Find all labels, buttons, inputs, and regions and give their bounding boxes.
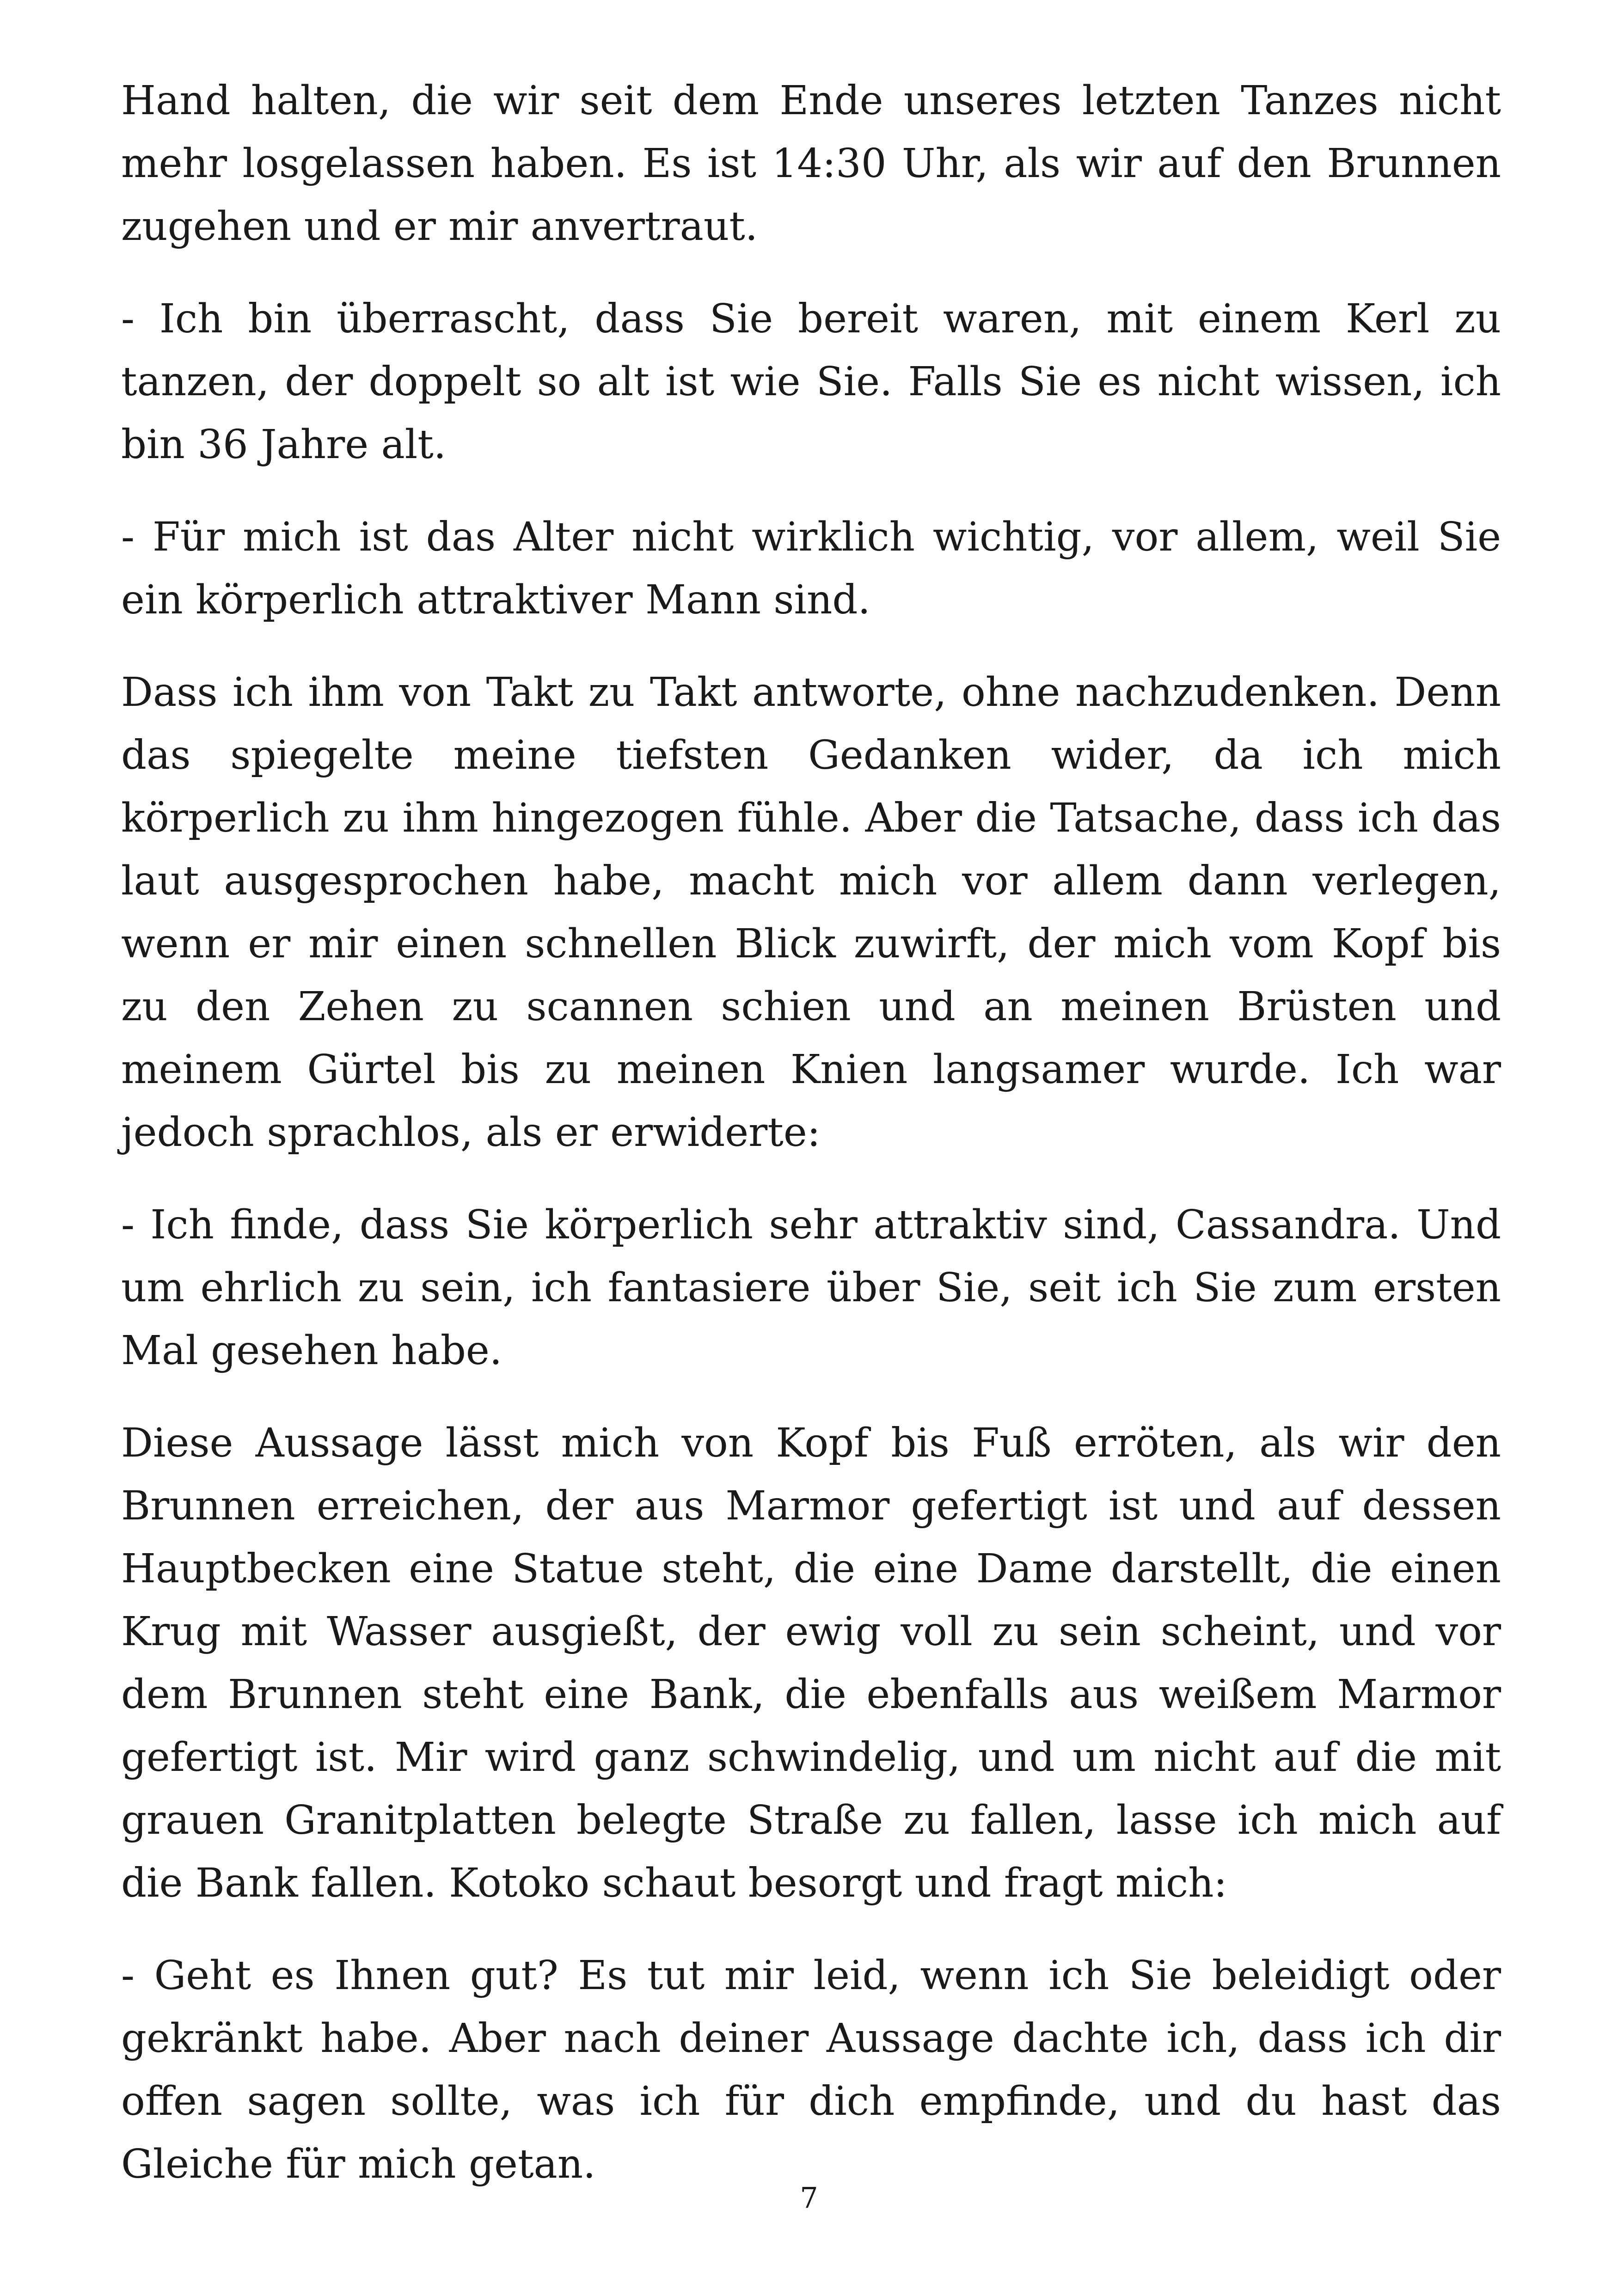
body-text — [121, 69, 1501, 2196]
paragraph-7: - Geht es Ihnen gut? Es tut mir leid, wenn ich Sie beleidigt oder gekränkt habe. Aber nach deiner Aussage dachte ich, dass ich dir offen sagen sollte, was ich für dich empfinde, und du hast das Gleiche für mich getan. — [121, 1953, 1501, 2187]
paragraph-4: Dass ich ihm von Takt zu Takt antworte, ohne nachzudenken. Denn das spiegelte meine tiefsten Gedanken wider, da ich mich körperlich zu ihm hingezogen fühle. Aber die Tatsache, dass ich das laut ausgesprochen habe, macht mich vor allem dann verlegen, wenn er mir einen schnellen Blick zuwirft, der mich vom Kopf bis zu den Zehen zu scannen schien und an meinen Brüsten und meinem Gürtel bis zu meinen Knien langsamer wurde. Ich war jedoch sprachlos, als er erwiderte: — [121, 669, 1501, 1156]
paragraph-5: - Ich finde, dass Sie körperlich sehr attraktiv sind, Cassandra. Und um ehrlich zu sein, ich fantasiere über Sie, seit ich Sie zum ersten Mal gesehen habe. — [121, 1202, 1501, 1374]
paragraph-1: Hand halten, die wir seit dem Ende unseres letzten Tanzes nicht mehr losgelassen haben. Es ist 14:30 Uhr, als wir auf den Brunnen zugehen und er mir anvertraut. — [121, 78, 1501, 250]
paragraph-6: Diese Aussage lässt mich von Kopf bis Fuß erröten, als wir den Brunnen erreichen, der aus Marmor gefertigt ist und auf dessen Hauptbecken eine Statue steht, die eine Dame darstellt, die einen Krug mit Wasser ausgießt, der ewig voll zu sein scheint, und vor dem Brunnen steht eine Bank, die ebenfalls aus weißem Marmor gefertigt ist. Mir wird ganz schwindelig, und um nicht auf die mit grauen Granitplatten belegte Straße zu fallen, lasse ich mich auf die Bank fallen. Kotoko schaut besorgt und fragt mich: — [121, 1420, 1501, 1906]
page-number: 7 — [800, 2181, 818, 2215]
paragraph-2: - Ich bin überrascht, dass Sie bereit waren, mit einem Kerl zu tanzen, der doppelt so alt ist wie Sie. Falls Sie es nicht wissen, ich bin 36 Jahre alt. — [121, 296, 1501, 468]
paragraph-3: - Für mich ist das Alter nicht wirklich wichtig, vor allem, weil Sie ein körperlich attraktiver Mann sind. — [121, 514, 1501, 623]
